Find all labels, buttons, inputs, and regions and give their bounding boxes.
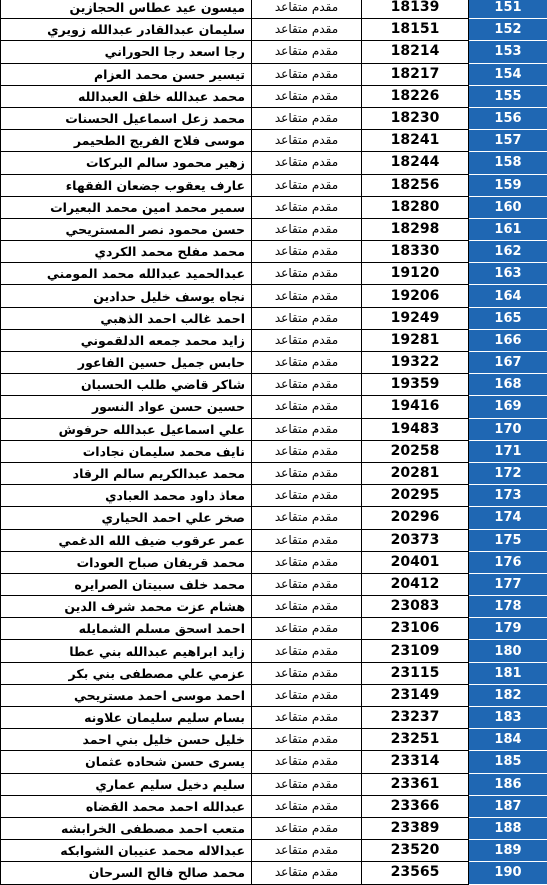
rank-cell: مقدم متقاعد xyxy=(252,817,362,839)
rank-cell: مقدم متقاعد xyxy=(252,840,362,862)
name-cell: محمد قريفان صباح العودات xyxy=(1,551,252,573)
rank-cell: مقدم متقاعد xyxy=(252,19,362,41)
military-number-cell: 18298 xyxy=(362,218,469,240)
sequence-number-cell: 158 xyxy=(469,152,547,174)
name-cell: احمد غالب احمد الذهبي xyxy=(1,307,252,329)
name-cell: خليل حسن خليل بني احمد xyxy=(1,729,252,751)
name-cell: عمر عرقوب ضيف الله الدغمي xyxy=(1,529,252,551)
name-cell: يسرى حسن شحاده عثمان xyxy=(1,751,252,773)
sequence-number-cell: 162 xyxy=(469,241,547,263)
sequence-number-cell: 161 xyxy=(469,218,547,240)
sequence-number-cell: 160 xyxy=(469,196,547,218)
sequence-number-cell: 166 xyxy=(469,329,547,351)
name-cell: سمير محمد امين محمد البعيرات xyxy=(1,196,252,218)
name-cell: نايف محمد سليمان نجادات xyxy=(1,440,252,462)
name-cell: عبدالله احمد محمد القضاه xyxy=(1,795,252,817)
name-cell: عارف يعقوب جضعان الفقهاء xyxy=(1,174,252,196)
table-row xyxy=(1,573,547,595)
military-number-cell: 18217 xyxy=(362,63,469,85)
military-number-cell: 19483 xyxy=(362,418,469,440)
rank-cell: مقدم متقاعد xyxy=(252,551,362,573)
military-number-cell: 18280 xyxy=(362,196,469,218)
rank-cell: مقدم متقاعد xyxy=(252,41,362,63)
military-number-cell: 18241 xyxy=(362,130,469,152)
table-row xyxy=(1,241,547,263)
rank-cell: مقدم متقاعد xyxy=(252,218,362,240)
rank-cell: مقدم متقاعد xyxy=(252,507,362,529)
table-row xyxy=(1,41,547,63)
rank-cell: مقدم متقاعد xyxy=(252,485,362,507)
table-row xyxy=(1,507,547,529)
sequence-number-cell: 174 xyxy=(469,507,547,529)
rank-cell: مقدم متقاعد xyxy=(252,573,362,595)
table-row xyxy=(1,751,547,773)
name-cell: رجا اسعد رجا الحوراني xyxy=(1,41,252,63)
rank-cell: مقدم متقاعد xyxy=(252,352,362,374)
table-row xyxy=(1,85,547,107)
rank-cell: مقدم متقاعد xyxy=(252,63,362,85)
name-cell: زايد ابراهيم عبدالله بني عطا xyxy=(1,640,252,662)
military-number-cell: 18151 xyxy=(362,19,469,41)
military-number-cell: 19359 xyxy=(362,374,469,396)
rank-cell: مقدم متقاعد xyxy=(252,130,362,152)
table-row xyxy=(1,773,547,795)
rank-cell: مقدم متقاعد xyxy=(252,795,362,817)
sequence-number-cell: 186 xyxy=(469,773,547,795)
name-cell: محمد عبدالله خلف العبدالله xyxy=(1,85,252,107)
table-row xyxy=(1,285,547,307)
table-row xyxy=(1,640,547,662)
military-number-cell: 18139 xyxy=(362,0,469,19)
name-cell: نجاه يوسف خليل حدادين xyxy=(1,285,252,307)
rank-cell: مقدم متقاعد xyxy=(252,374,362,396)
rank-cell: مقدم متقاعد xyxy=(252,462,362,484)
military-number-cell: 20281 xyxy=(362,462,469,484)
name-cell: معاذ داود محمد العبادي xyxy=(1,485,252,507)
sequence-number-cell: 182 xyxy=(469,684,547,706)
table-row xyxy=(1,130,547,152)
rank-cell: مقدم متقاعد xyxy=(252,596,362,618)
table-row xyxy=(1,396,547,418)
sequence-number-cell: 184 xyxy=(469,729,547,751)
rank-cell: مقدم متقاعد xyxy=(252,152,362,174)
military-number-cell: 20295 xyxy=(362,485,469,507)
sequence-number-cell: 176 xyxy=(469,551,547,573)
sequence-number-cell: 153 xyxy=(469,41,547,63)
military-number-cell: 20373 xyxy=(362,529,469,551)
table-row xyxy=(1,0,547,19)
rank-cell: مقدم متقاعد xyxy=(252,773,362,795)
rank-cell: مقدم متقاعد xyxy=(252,396,362,418)
table-row xyxy=(1,862,547,884)
military-number-cell: 23366 xyxy=(362,795,469,817)
military-number-cell: 19120 xyxy=(362,263,469,285)
sequence-number-cell: 156 xyxy=(469,107,547,129)
table-row xyxy=(1,174,547,196)
table-row xyxy=(1,19,547,41)
military-number-cell: 19416 xyxy=(362,396,469,418)
military-number-cell: 19206 xyxy=(362,285,469,307)
sequence-number-cell: 185 xyxy=(469,751,547,773)
military-number-cell: 23565 xyxy=(362,862,469,884)
rank-cell: مقدم متقاعد xyxy=(252,640,362,662)
sequence-number-cell: 151 xyxy=(469,0,547,19)
sequence-number-cell: 169 xyxy=(469,396,547,418)
name-cell: محمد عبدالكريم سالم الرقاد xyxy=(1,462,252,484)
name-cell: عبدالاله محمد عنيبان الشوابكه xyxy=(1,840,252,862)
military-number-cell: 19322 xyxy=(362,352,469,374)
name-cell: احمد اسحق مسلم الشمايله xyxy=(1,618,252,640)
table-row xyxy=(1,152,547,174)
name-cell: ميسون عيد عطاس الحجازين xyxy=(1,0,252,19)
military-number-cell: 18226 xyxy=(362,85,469,107)
name-cell: بسام سليم سليمان علاونه xyxy=(1,707,252,729)
table-row xyxy=(1,618,547,640)
sequence-number-cell: 167 xyxy=(469,352,547,374)
military-number-cell: 19281 xyxy=(362,329,469,351)
rank-cell: مقدم متقاعد xyxy=(252,107,362,129)
rank-cell: مقدم متقاعد xyxy=(252,618,362,640)
sequence-number-cell: 188 xyxy=(469,817,547,839)
rank-cell: مقدم متقاعد xyxy=(252,241,362,263)
military-number-cell: 18244 xyxy=(362,152,469,174)
name-cell: علي اسماعيل عبدالله حرفوش xyxy=(1,418,252,440)
military-number-cell: 23237 xyxy=(362,707,469,729)
military-number-cell: 20412 xyxy=(362,573,469,595)
sequence-number-cell: 172 xyxy=(469,462,547,484)
rank-cell: مقدم متقاعد xyxy=(252,440,362,462)
rank-cell: مقدم متقاعد xyxy=(252,707,362,729)
military-number-cell: 19249 xyxy=(362,307,469,329)
military-number-cell: 18256 xyxy=(362,174,469,196)
sequence-number-cell: 154 xyxy=(469,63,547,85)
military-number-cell: 18230 xyxy=(362,107,469,129)
rank-cell: مقدم متقاعد xyxy=(252,174,362,196)
sequence-number-cell: 190 xyxy=(469,862,547,884)
name-cell: هشام عزت محمد شرف الدين xyxy=(1,596,252,618)
table-row xyxy=(1,817,547,839)
name-cell: موسى فلاح الفريج الطحيمر xyxy=(1,130,252,152)
name-cell: زهير محمود سالم البركات xyxy=(1,152,252,174)
name-cell: سليمان عبدالقادر عبدالله زويري xyxy=(1,19,252,41)
military-number-cell: 23149 xyxy=(362,684,469,706)
table-row xyxy=(1,352,547,374)
sequence-number-cell: 179 xyxy=(469,618,547,640)
table-row xyxy=(1,729,547,751)
name-cell: صخر علي احمد الحياري xyxy=(1,507,252,529)
table-row xyxy=(1,418,547,440)
rank-cell: مقدم متقاعد xyxy=(252,263,362,285)
name-cell: محمد صالح فالح السرحان xyxy=(1,862,252,884)
table-row xyxy=(1,840,547,862)
rank-cell: مقدم متقاعد xyxy=(252,307,362,329)
name-cell: زايد محمد جمعه الدلقموني xyxy=(1,329,252,351)
sequence-number-cell: 171 xyxy=(469,440,547,462)
sequence-number-cell: 170 xyxy=(469,418,547,440)
retirees-table-body xyxy=(1,0,547,884)
rank-cell: مقدم متقاعد xyxy=(252,418,362,440)
military-number-cell: 20401 xyxy=(362,551,469,573)
military-number-cell: 23361 xyxy=(362,773,469,795)
military-number-cell: 23251 xyxy=(362,729,469,751)
sequence-number-cell: 152 xyxy=(469,19,547,41)
table-row xyxy=(1,63,547,85)
name-cell: سليم دخيل سليم عماري xyxy=(1,773,252,795)
name-cell: احمد موسى احمد مستريحي xyxy=(1,684,252,706)
name-cell: عبدالحميد عبدالله محمد المومني xyxy=(1,263,252,285)
military-number-cell: 18330 xyxy=(362,241,469,263)
table-row xyxy=(1,684,547,706)
sequence-number-cell: 183 xyxy=(469,707,547,729)
rank-cell: مقدم متقاعد xyxy=(252,196,362,218)
military-number-cell: 23115 xyxy=(362,662,469,684)
military-number-cell: 20296 xyxy=(362,507,469,529)
rank-cell: مقدم متقاعد xyxy=(252,285,362,307)
sequence-number-cell: 189 xyxy=(469,840,547,862)
military-number-cell: 23314 xyxy=(362,751,469,773)
name-cell: محمد خلف سبيتان الصرايره xyxy=(1,573,252,595)
table-row xyxy=(1,707,547,729)
sequence-number-cell: 163 xyxy=(469,263,547,285)
military-number-cell: 23520 xyxy=(362,840,469,862)
name-cell: شاكر قاضي طلب الحسبان xyxy=(1,374,252,396)
military-number-cell: 20258 xyxy=(362,440,469,462)
rank-cell: مقدم متقاعد xyxy=(252,729,362,751)
table-row xyxy=(1,440,547,462)
table-row xyxy=(1,662,547,684)
rank-cell: مقدم متقاعد xyxy=(252,751,362,773)
table-row xyxy=(1,307,547,329)
name-cell: محمد مفلح محمد الكردي xyxy=(1,241,252,263)
table-row xyxy=(1,263,547,285)
table-row xyxy=(1,551,547,573)
sequence-number-cell: 165 xyxy=(469,307,547,329)
table-row xyxy=(1,196,547,218)
rank-cell: مقدم متقاعد xyxy=(252,329,362,351)
name-cell: حابس جميل حسين الفاعور xyxy=(1,352,252,374)
table-row xyxy=(1,596,547,618)
sequence-number-cell: 180 xyxy=(469,640,547,662)
sequence-number-cell: 173 xyxy=(469,485,547,507)
sequence-number-cell: 159 xyxy=(469,174,547,196)
sequence-number-cell: 187 xyxy=(469,795,547,817)
rank-cell: مقدم متقاعد xyxy=(252,862,362,884)
military-number-cell: 23083 xyxy=(362,596,469,618)
sequence-number-cell: 181 xyxy=(469,662,547,684)
table-row xyxy=(1,795,547,817)
name-cell: تيسير حسن محمد العزام xyxy=(1,63,252,85)
rank-cell: مقدم متقاعد xyxy=(252,662,362,684)
rank-cell: مقدم متقاعد xyxy=(252,529,362,551)
name-cell: حسين حسن عواد النسور xyxy=(1,396,252,418)
table-row xyxy=(1,107,547,129)
rank-cell: مقدم متقاعد xyxy=(252,0,362,19)
sequence-number-cell: 155 xyxy=(469,85,547,107)
name-cell: عزمي علي مصطفى بني بكر xyxy=(1,662,252,684)
military-number-cell: 18214 xyxy=(362,41,469,63)
sequence-number-cell: 157 xyxy=(469,130,547,152)
name-cell: محمد زعل اسماعيل الحسنات xyxy=(1,107,252,129)
military-number-cell: 23109 xyxy=(362,640,469,662)
table-row xyxy=(1,462,547,484)
military-number-cell: 23389 xyxy=(362,817,469,839)
military-number-cell: 23106 xyxy=(362,618,469,640)
rank-cell: مقدم متقاعد xyxy=(252,684,362,706)
table-row xyxy=(1,374,547,396)
table-row xyxy=(1,529,547,551)
table-row xyxy=(1,485,547,507)
sequence-number-cell: 178 xyxy=(469,596,547,618)
name-cell: حسن محمود نصر المستريحي xyxy=(1,218,252,240)
sequence-number-cell: 168 xyxy=(469,374,547,396)
sequence-number-cell: 177 xyxy=(469,573,547,595)
rank-cell: مقدم متقاعد xyxy=(252,85,362,107)
sequence-number-cell: 175 xyxy=(469,529,547,551)
table-row xyxy=(1,218,547,240)
sequence-number-cell: 164 xyxy=(469,285,547,307)
table-row xyxy=(1,329,547,351)
name-cell: متعب احمد مصطفى الخرابشه xyxy=(1,817,252,839)
